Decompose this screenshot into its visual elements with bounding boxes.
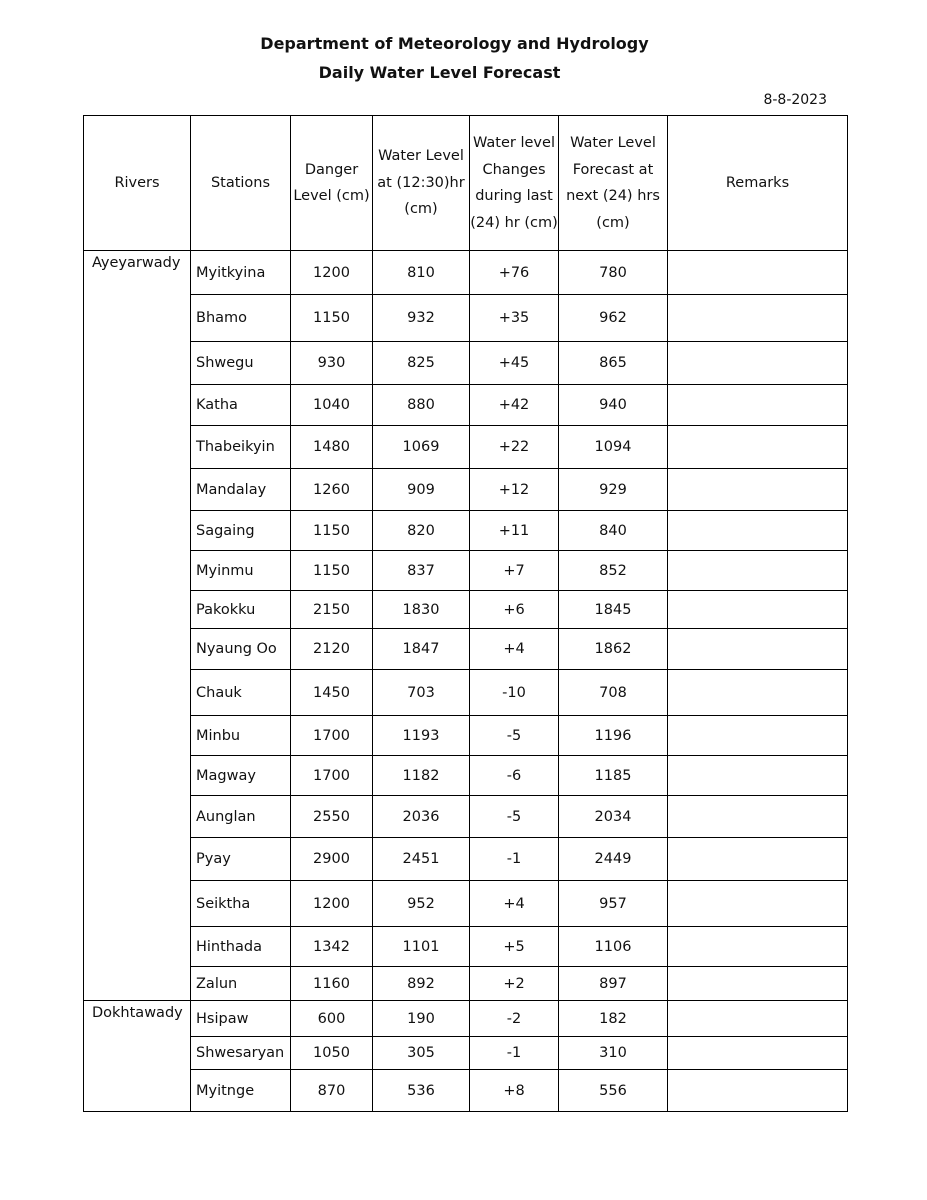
water-level-cell: 305 xyxy=(373,1037,470,1070)
water-level-table xyxy=(83,115,848,1112)
danger-level-cell: 2900 xyxy=(291,838,373,881)
danger-level-cell: 1342 xyxy=(291,927,373,967)
col-header-rivers: Rivers xyxy=(84,116,191,251)
table-row xyxy=(84,927,848,967)
danger-level-cell: 1260 xyxy=(291,469,373,511)
water-level-change-cell: -2 xyxy=(470,1001,559,1037)
remarks-cell xyxy=(668,251,848,295)
danger-level-cell: 2150 xyxy=(291,591,373,629)
station-cell: Myitkyina xyxy=(191,251,291,295)
remarks-cell xyxy=(668,1001,848,1037)
table-row xyxy=(84,251,848,295)
water-level-change-cell: -1 xyxy=(470,1037,559,1070)
station-cell: Myitnge xyxy=(191,1070,291,1112)
danger-level-cell: 2550 xyxy=(291,796,373,838)
forecast-date: 8-8-2023 xyxy=(763,92,827,108)
table-row xyxy=(84,881,848,927)
table-body xyxy=(84,251,848,1112)
station-cell: Mandalay xyxy=(191,469,291,511)
water-level-change-cell: +6 xyxy=(470,591,559,629)
danger-level-cell: 1040 xyxy=(291,385,373,426)
table-row xyxy=(84,756,848,796)
danger-level-cell: 1150 xyxy=(291,295,373,342)
remarks-cell xyxy=(668,591,848,629)
col-header-forecast: Water Level Forecast at next (24) hrs (cm) xyxy=(559,116,668,251)
station-cell: Katha xyxy=(191,385,291,426)
danger-level-cell: 1150 xyxy=(291,511,373,551)
forecast-cell: 1196 xyxy=(559,716,668,756)
danger-level-cell: 1200 xyxy=(291,251,373,295)
water-level-cell: 952 xyxy=(373,881,470,927)
table-row xyxy=(84,295,848,342)
water-level-change-cell: +42 xyxy=(470,385,559,426)
river-name-cell: Ayeyarwady xyxy=(84,251,191,1001)
remarks-cell xyxy=(668,881,848,927)
station-cell: Sagaing xyxy=(191,511,291,551)
danger-level-cell: 1700 xyxy=(291,756,373,796)
header-row xyxy=(84,116,848,251)
remarks-cell xyxy=(668,342,848,385)
station-cell: Hinthada xyxy=(191,927,291,967)
water-level-cell: 190 xyxy=(373,1001,470,1037)
water-level-cell: 837 xyxy=(373,551,470,591)
water-level-cell: 932 xyxy=(373,295,470,342)
water-level-change-cell: +7 xyxy=(470,551,559,591)
forecast-cell: 1845 xyxy=(559,591,668,629)
forecast-cell: 1094 xyxy=(559,426,668,469)
document-title: Department of Meteorology and Hydrology xyxy=(260,34,649,53)
station-cell: Bhamo xyxy=(191,295,291,342)
table-row xyxy=(84,1037,848,1070)
station-cell: Seiktha xyxy=(191,881,291,927)
danger-level-cell: 2120 xyxy=(291,629,373,670)
forecast-cell: 556 xyxy=(559,1070,668,1112)
water-level-cell: 2451 xyxy=(373,838,470,881)
remarks-cell xyxy=(668,1037,848,1070)
water-level-cell: 1101 xyxy=(373,927,470,967)
remarks-cell xyxy=(668,385,848,426)
station-cell: Pyay xyxy=(191,838,291,881)
forecast-cell: 852 xyxy=(559,551,668,591)
remarks-cell xyxy=(668,967,848,1001)
forecast-cell: 962 xyxy=(559,295,668,342)
col-header-water-level: Water Level at (12:30)hr (cm) xyxy=(373,116,470,251)
forecast-cell: 957 xyxy=(559,881,668,927)
station-cell: Pakokku xyxy=(191,591,291,629)
danger-level-cell: 1450 xyxy=(291,670,373,716)
station-cell: Zalun xyxy=(191,967,291,1001)
water-level-change-cell: +12 xyxy=(470,469,559,511)
water-level-cell: 703 xyxy=(373,670,470,716)
forecast-cell: 2449 xyxy=(559,838,668,881)
water-level-change-cell: +11 xyxy=(470,511,559,551)
station-cell: Myinmu xyxy=(191,551,291,591)
water-level-change-cell: +8 xyxy=(470,1070,559,1112)
station-cell: Hsipaw xyxy=(191,1001,291,1037)
remarks-cell xyxy=(668,426,848,469)
station-cell: Chauk xyxy=(191,670,291,716)
station-cell: Aunglan xyxy=(191,796,291,838)
remarks-cell xyxy=(668,295,848,342)
document-subtitle: Daily Water Level Forecast xyxy=(318,63,561,82)
remarks-cell xyxy=(668,796,848,838)
water-level-cell: 820 xyxy=(373,511,470,551)
danger-level-cell: 1200 xyxy=(291,881,373,927)
remarks-cell xyxy=(668,927,848,967)
station-cell: Nyaung Oo xyxy=(191,629,291,670)
col-header-danger-level: Danger Level (cm) xyxy=(291,116,373,251)
forecast-cell: 840 xyxy=(559,511,668,551)
river-name-cell: Dokhtawady xyxy=(84,1001,191,1112)
forecast-cell: 708 xyxy=(559,670,668,716)
water-level-cell: 825 xyxy=(373,342,470,385)
remarks-cell xyxy=(668,1070,848,1112)
water-level-change-cell: -5 xyxy=(470,716,559,756)
table-row xyxy=(84,1001,848,1037)
remarks-cell xyxy=(668,756,848,796)
forecast-cell: 940 xyxy=(559,385,668,426)
water-level-change-cell: +4 xyxy=(470,881,559,927)
danger-level-cell: 930 xyxy=(291,342,373,385)
remarks-cell xyxy=(668,670,848,716)
water-level-cell: 1830 xyxy=(373,591,470,629)
forecast-cell: 780 xyxy=(559,251,668,295)
forecast-cell: 310 xyxy=(559,1037,668,1070)
water-level-cell: 909 xyxy=(373,469,470,511)
water-level-change-cell: +5 xyxy=(470,927,559,967)
water-level-change-cell: -5 xyxy=(470,796,559,838)
danger-level-cell: 1480 xyxy=(291,426,373,469)
water-level-change-cell: -1 xyxy=(470,838,559,881)
forecast-cell: 182 xyxy=(559,1001,668,1037)
station-cell: Shwesaryan xyxy=(191,1037,291,1070)
water-level-cell: 892 xyxy=(373,967,470,1001)
table-row xyxy=(84,716,848,756)
table-row xyxy=(84,629,848,670)
remarks-cell xyxy=(668,551,848,591)
forecast-cell: 929 xyxy=(559,469,668,511)
table-row xyxy=(84,385,848,426)
water-level-change-cell: -10 xyxy=(470,670,559,716)
table-row xyxy=(84,838,848,881)
station-cell: Thabeikyin xyxy=(191,426,291,469)
remarks-cell xyxy=(668,838,848,881)
water-level-change-cell: +22 xyxy=(470,426,559,469)
table-row xyxy=(84,1070,848,1112)
water-level-cell: 1069 xyxy=(373,426,470,469)
forecast-cell: 897 xyxy=(559,967,668,1001)
remarks-cell xyxy=(668,511,848,551)
water-level-change-cell: +76 xyxy=(470,251,559,295)
table-row xyxy=(84,796,848,838)
forecast-cell: 1862 xyxy=(559,629,668,670)
water-level-change-cell: +2 xyxy=(470,967,559,1001)
table-row xyxy=(84,551,848,591)
danger-level-cell: 1700 xyxy=(291,716,373,756)
forecast-cell: 1185 xyxy=(559,756,668,796)
water-level-change-cell: +35 xyxy=(470,295,559,342)
station-cell: Shwegu xyxy=(191,342,291,385)
water-level-change-cell: +4 xyxy=(470,629,559,670)
table-row xyxy=(84,591,848,629)
water-level-cell: 1182 xyxy=(373,756,470,796)
water-level-change-cell: +45 xyxy=(470,342,559,385)
col-header-remarks: Remarks xyxy=(668,116,848,251)
forecast-cell: 2034 xyxy=(559,796,668,838)
water-level-change-cell: -6 xyxy=(470,756,559,796)
forecast-cell: 865 xyxy=(559,342,668,385)
table-row xyxy=(84,342,848,385)
col-header-water-level-change: Water level Changes during last (24) hr (cm) xyxy=(470,116,559,251)
danger-level-cell: 870 xyxy=(291,1070,373,1112)
water-level-cell: 2036 xyxy=(373,796,470,838)
station-cell: Minbu xyxy=(191,716,291,756)
water-level-cell: 536 xyxy=(373,1070,470,1112)
water-level-cell: 880 xyxy=(373,385,470,426)
table-row xyxy=(84,670,848,716)
table-row xyxy=(84,426,848,469)
danger-level-cell: 1160 xyxy=(291,967,373,1001)
water-level-cell: 810 xyxy=(373,251,470,295)
table-row xyxy=(84,967,848,1001)
water-level-cell: 1847 xyxy=(373,629,470,670)
danger-level-cell: 600 xyxy=(291,1001,373,1037)
danger-level-cell: 1150 xyxy=(291,551,373,591)
remarks-cell xyxy=(668,469,848,511)
remarks-cell xyxy=(668,629,848,670)
remarks-cell xyxy=(668,716,848,756)
col-header-stations: Stations xyxy=(191,116,291,251)
water-level-cell: 1193 xyxy=(373,716,470,756)
forecast-cell: 1106 xyxy=(559,927,668,967)
station-cell: Magway xyxy=(191,756,291,796)
danger-level-cell: 1050 xyxy=(291,1037,373,1070)
table-row xyxy=(84,469,848,511)
table-row xyxy=(84,511,848,551)
